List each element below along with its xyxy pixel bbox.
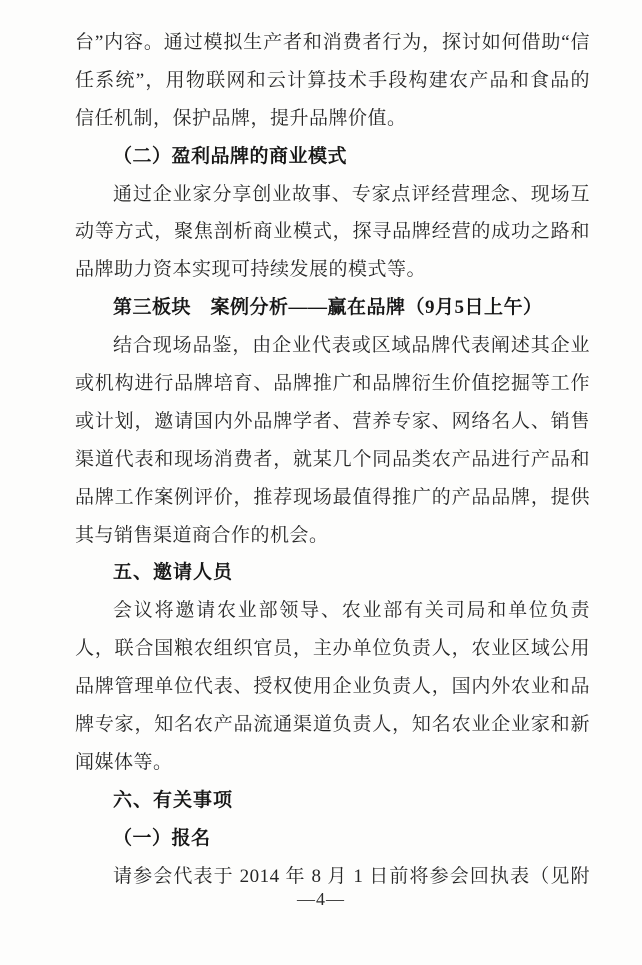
body-line: 品牌工作案例评价，推荐现场最值得推广的产品品牌，提供 bbox=[75, 486, 590, 508]
heading-6-related-matters: 六、有关事项 bbox=[113, 789, 234, 811]
body-line: 品牌助力资本实现可持续发展的模式等。 bbox=[75, 259, 427, 281]
body-line: 通过企业家分享创业故事、专家点评经营理念、现场互 bbox=[113, 183, 590, 205]
body-line: 或机构进行品牌培育、品牌推广和品牌衍生价值挖掘等工作 bbox=[75, 373, 590, 395]
heading-5-invitees: 五、邀请人员 bbox=[113, 562, 234, 584]
heading-section-2-profit-model: （二）盈利品牌的商业模式 bbox=[113, 145, 348, 167]
document-body bbox=[75, 24, 590, 895]
heading-module-3-case-analysis: 第三板块 案例分析——赢在品牌（9月5日上午） bbox=[113, 297, 543, 319]
body-line: 结合现场品鉴，由企业代表或区域品牌代表阐述其企业 bbox=[113, 335, 590, 357]
body-line: 渠道代表和现场消费者，就某几个同品类农产品进行产品和 bbox=[75, 448, 590, 470]
page-number: —4— bbox=[297, 889, 345, 909]
body-line: 会议将邀请农业部领导、农业部有关司局和单位负责 bbox=[113, 600, 590, 622]
body-line: 动等方式，聚焦剖析商业模式，探寻品牌经营的成功之路和 bbox=[75, 221, 590, 243]
body-line: 其与销售渠道商合作的机会。 bbox=[75, 524, 329, 546]
body-line: 人，联合国粮农组织官员，主办单位负责人，农业区域公用 bbox=[75, 638, 590, 660]
body-line: 请参会代表于 2014 年 8 月 1 日前将参会回执表（见附 bbox=[113, 865, 590, 887]
body-line: 台”内容。通过模拟生产者和消费者行为，探讨如何借助“信 bbox=[75, 32, 590, 53]
body-line: 或计划，邀请国内外品牌学者、营养专家、网络名人、销售 bbox=[75, 410, 590, 432]
heading-6-1-registration: （一）报名 bbox=[113, 827, 211, 849]
body-line: 牌专家，知名农产品流通渠道负责人，知名农业企业家和新 bbox=[75, 714, 590, 736]
body-line: 闻媒体等。 bbox=[75, 751, 173, 773]
body-line: 信任机制，保护品牌，提升品牌价值。 bbox=[75, 107, 407, 129]
body-line: 品牌管理单位代表、授权使用企业负责人，国内外农业和品 bbox=[75, 676, 590, 698]
body-line: 任系统”，用物联网和云计算技术手段构建农产品和食品的 bbox=[75, 69, 590, 91]
